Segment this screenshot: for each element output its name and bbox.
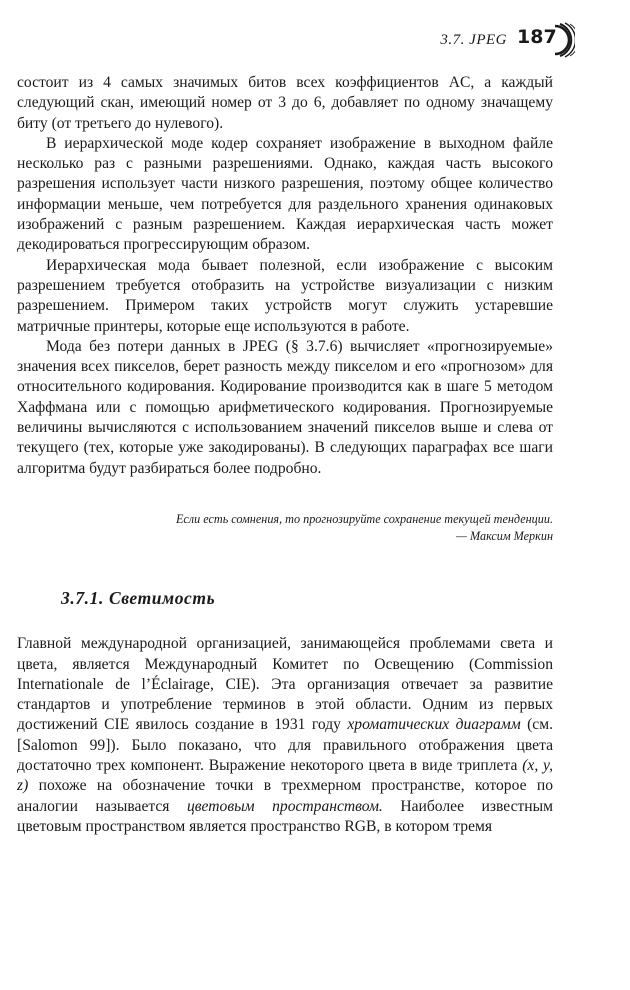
epigraph-quote: Если есть сомнения, то прогнозируйте сохранение текущей тенденции. [175,511,553,526]
page-number-badge [517,22,575,58]
luminance-text-4: Наиболее известным цветовым пространством является пространство RGB, в котором тремя [17,797,553,835]
luminance-text-2: (см. [Salomon 99]). Было показано, что для правильного отображения цвета достаточно трех компонент. Выражение некоторого цвета в виде триплета [17,716,553,775]
luminance-text-3: похоже на обозначение точки в трехмерном пространстве, которое по аналогии называется [17,777,554,815]
section-heading: 3.7.1. Светимость [61,587,216,608]
luminance-text-1: Главной международной организацией, занимающейся проблемами света и цвета, является Международный Комитет по Освещению (Commission Internationale de l’Éclairage, CIE). Эта организация отвечает за развитие стандартов и употребление терминов в этой области. Одним из первых достижений CIE явилось создание в 1931 году [17,635,553,734]
paragraph-lossless-mode: Мода без потери данных в JPEG (§ 3.7.6) вычисляет «прогнозируемые» значения всех пикселов, берет разность между пикселом и его «прогнозом» для относительного кодирования. Кодирование производится как в шаге 5 методом Хаффмана или с помощью арифметического кодирования. Прогнозируемые величины вычисляются с использованием значений пикселов выше и слева от текущего (тех, которые уже закодированы). В следующих параграфах все шаги алгоритма будут разбираться более подробно. [17,337,553,477]
paragraph-continuation: состоит из 4 самых значимых битов всех коэффициентов AC, а каждый следующий скан, имеющий номер от 3 до 6, добавляет по одному значащему биту (от третьего до нулевого). [17,74,553,132]
epigraph-attribution: — Максим Меркин [456,528,553,543]
running-head: 3.7. JPEG [440,31,507,48]
paragraph-hierarchical-usage: Иерархическая мода бывает полезной, если изображение с высоким разрешением требуется отобразить на устройстве визуализации с низким разрешением. Примером таких устройств могут служить устаревшие матричные принтеры, которые еще используются в работе. [17,256,553,335]
page-body [17,73,553,837]
xyz-triplet: (x, y, z) [17,757,553,795]
color-space-term: цветовым пространством. [186,797,383,815]
page-number-arcs-icon [553,22,575,58]
page-header [440,22,575,58]
paragraph-hierarchical-mode: В иерархической моде кодер сохраняет изображение в выходном файле несколько раз с разными разрешениями. Однако, каждая часть высокого разрешения использует части низкого разрешения, поэтому общее количество информации меньше, чем потребуется для раздельного хранения одинаковых изображений с разным разрешением. Каждая иерархическая часть может декодироваться прогрессирующим образом. [17,134,553,254]
page-number: 187 [517,26,557,48]
epigraph [17,511,553,545]
paragraph-luminance [17,634,553,837]
chromaticity-diagrams-term: хроматических диаграмм [347,716,521,734]
